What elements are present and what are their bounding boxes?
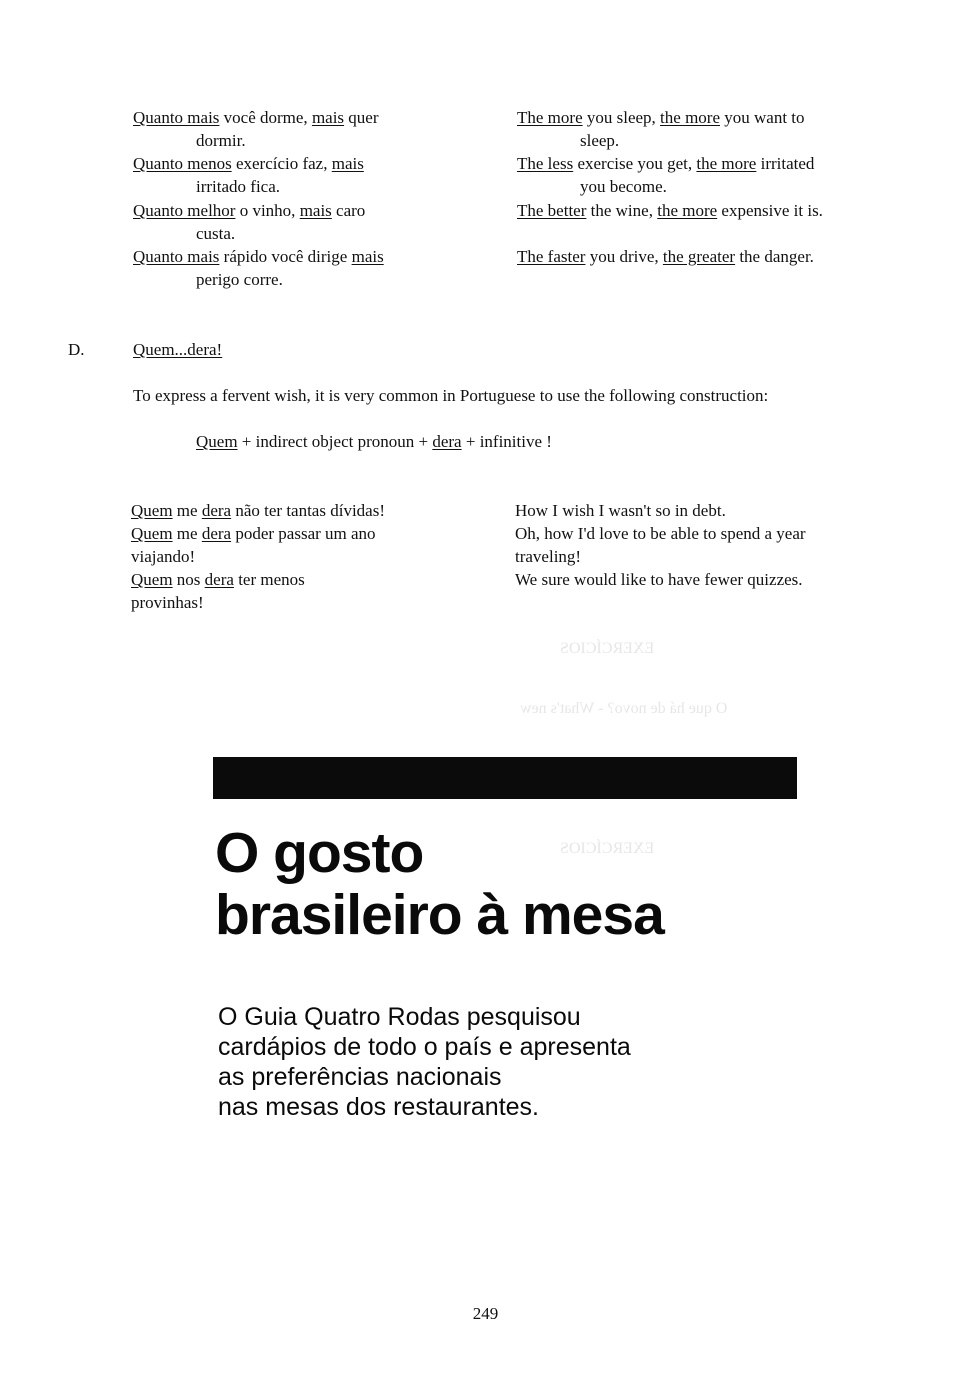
underlined-word: dera <box>201 501 232 520</box>
underlined-word: the more <box>696 154 757 173</box>
section-letter: D. <box>68 340 85 359</box>
underlined-word: The better <box>517 201 587 220</box>
headline-line: O gosto <box>215 821 424 885</box>
example-en-line: traveling! <box>515 547 582 566</box>
comparative-en-1 <box>517 106 917 152</box>
comparative-continuation: perigo corre. <box>196 270 283 289</box>
formula-text: + infinitive ! <box>461 432 552 451</box>
comparative-text: you want to <box>720 108 805 127</box>
underlined-word: dera <box>432 432 462 451</box>
underlined-word: The more <box>517 108 583 127</box>
example-continuation: provinhas! <box>131 593 204 612</box>
comparative-continuation: custa. <box>196 224 236 243</box>
underlined-word: Quem <box>131 501 173 520</box>
underlined-word: Quanto mais <box>133 108 220 127</box>
comparative-text: exercise you get, <box>573 154 697 173</box>
example-text: me <box>172 501 202 520</box>
comparative-text: caro <box>331 201 366 220</box>
underlined-word: Quanto menos <box>133 154 232 173</box>
example-pt-3 <box>131 568 491 614</box>
comparative-text: você dorme, <box>219 108 312 127</box>
example-en-2 <box>515 522 915 568</box>
comparative-pt-1 <box>133 106 463 152</box>
underlined-word: Quem <box>196 432 238 451</box>
underlined-word: mais <box>331 154 364 173</box>
example-pt-1 <box>131 499 491 522</box>
article-black-bar <box>213 757 797 799</box>
comparative-continuation: sleep. <box>580 131 620 150</box>
underlined-word: The faster <box>517 247 586 266</box>
formula <box>196 430 552 453</box>
underlined-word: Quanto melhor <box>133 201 236 220</box>
example-en-3: We sure would like to have fewer quizzes. <box>515 570 803 589</box>
comparative-text: expensive it is. <box>717 201 823 220</box>
comparative-pt-3 <box>133 199 463 245</box>
example-pt-2 <box>131 522 491 568</box>
article-subhead <box>218 1002 631 1122</box>
underlined-word: the greater <box>662 247 736 266</box>
example-continuation: viajando! <box>131 547 196 566</box>
underlined-word: Quem <box>131 570 173 589</box>
underlined-word: the more <box>657 201 718 220</box>
underlined-word: mais <box>311 108 345 127</box>
comparative-continuation: irritado fica. <box>196 177 281 196</box>
comparative-text: you drive, <box>585 247 663 266</box>
example-text: poder passar um ano <box>231 524 376 543</box>
subhead-line: as preferências nacionais <box>218 1063 502 1091</box>
comparative-text: the wine, <box>586 201 658 220</box>
comparative-continuation: dormir. <box>196 131 246 150</box>
show-through-text: EXERCÍCIOS <box>560 840 655 857</box>
comparative-pt-2 <box>133 152 463 198</box>
section-title <box>133 338 222 361</box>
underlined-word: the more <box>660 108 720 127</box>
example-text: não ter tantas dívidas! <box>231 501 385 520</box>
comparative-text: irritated <box>756 154 815 173</box>
comparative-continuation: you become. <box>580 177 667 196</box>
headline-line: brasileiro à mesa <box>215 883 664 947</box>
example-text: nos <box>172 570 205 589</box>
underlined-word: dera <box>201 524 232 543</box>
show-through-text: O que há de novo? - What's new <box>520 700 728 717</box>
underlined-word: dera <box>204 570 234 589</box>
example-text: ter menos <box>233 570 305 589</box>
comparative-text: exercício faz, <box>231 154 332 173</box>
subhead-line: O Guia Quatro Rodas pesquisou <box>218 1003 581 1031</box>
formula-text: + indirect object pronoun + <box>237 432 433 451</box>
article-headline <box>215 822 664 946</box>
section-title-text: Quem...dera! <box>133 340 223 359</box>
show-through-text: EXERCÍCIOS <box>560 640 655 657</box>
example-en-line: Oh, how I'd love to be able to spend a year <box>515 524 806 543</box>
underlined-word: mais <box>351 247 384 266</box>
comparative-pt-4 <box>133 245 463 291</box>
comparative-text: the danger. <box>735 247 814 266</box>
comparative-text: you sleep, <box>582 108 661 127</box>
underlined-word: mais <box>299 201 332 220</box>
underlined-word: The less <box>517 154 574 173</box>
underlined-word: Quanto mais <box>133 247 220 266</box>
underlined-word: Quem <box>131 524 173 543</box>
example-en-1: How I wish I wasn't so in debt. <box>515 501 726 520</box>
subhead-line: nas mesas dos restaurantes. <box>218 1093 539 1121</box>
example-text: me <box>172 524 202 543</box>
comparative-text: rápido você dirige <box>219 247 352 266</box>
page-number: 249 <box>472 1304 499 1323</box>
comparative-en-3 <box>517 199 917 222</box>
comparative-en-2 <box>517 152 917 198</box>
comparative-text: quer <box>344 108 379 127</box>
comparative-text: o vinho, <box>235 201 300 220</box>
section-intro: To express a fervent wish, it is very common in Portuguese to use the following construction: <box>133 386 769 405</box>
subhead-line: cardápios de todo o país e apresenta <box>218 1033 631 1061</box>
comparative-en-4 <box>517 245 917 268</box>
